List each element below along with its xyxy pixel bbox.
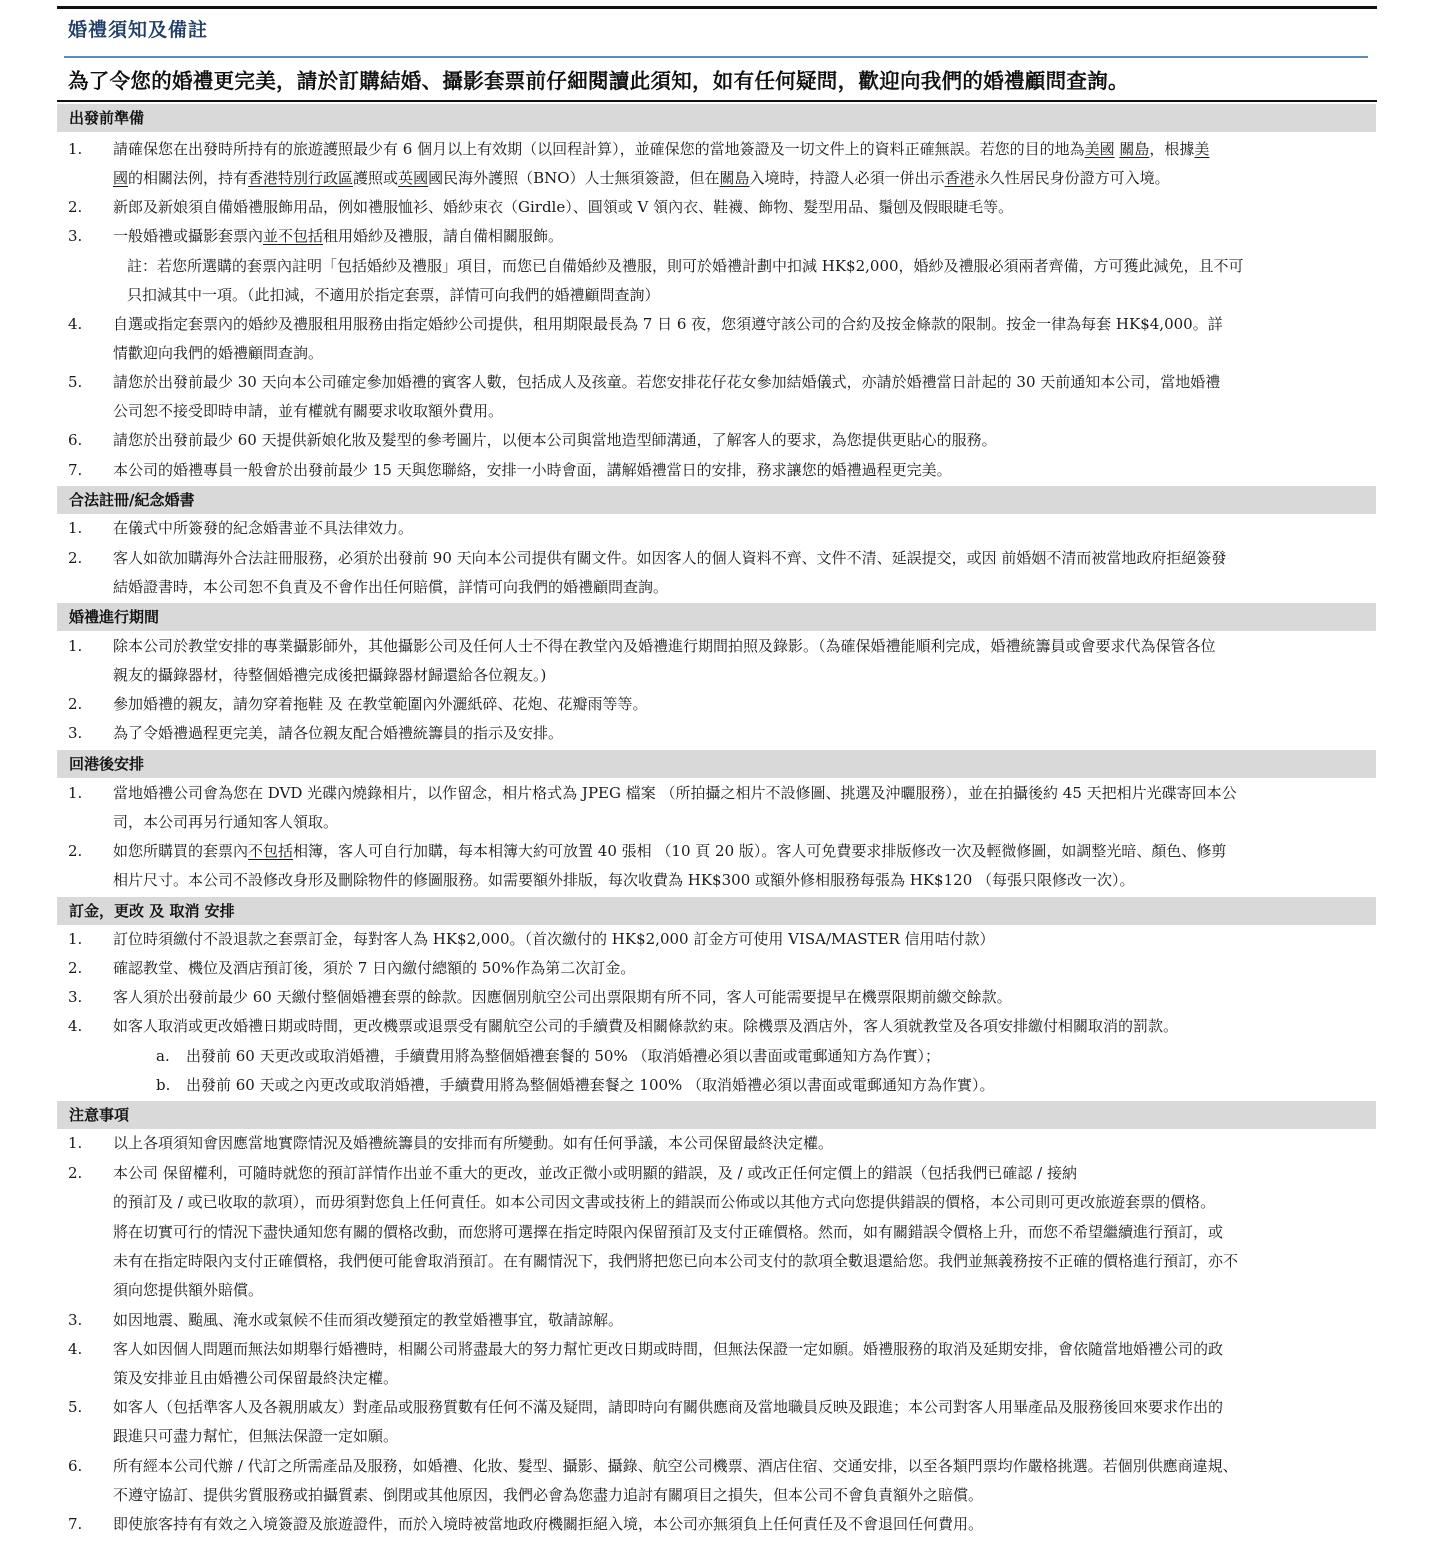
item-number: 7. [68, 1515, 83, 1533]
item-text: 當地婚禮公司會為您在 DVD 光碟內燒錄相片，以作留念，相片格式為 JPEG 檔案 （所拍攝之相片不設修圖、挑選及沖曬服務），並在拍攝後約 45 天把相片光碟寄回本公 司，本公司再另行通知客人領取。 [113, 784, 1237, 832]
item-number: 1. [68, 930, 83, 948]
item-number: 2. [68, 842, 83, 860]
item-number: 7. [68, 461, 83, 479]
item-number: 3. [68, 1311, 83, 1329]
page-title: 婚禮須知及備註 [68, 19, 209, 41]
item-text: 客人如欲加購海外合法註冊服務，必須於出發前 90 天向本公司提供有關文件。如因客人的個人資料不齊、文件不清、延誤提交，或因 前婚姻不清而被當地政府拒絕簽發 結婚證書時，本公司恕不負責及不會作出任何賠償，詳情可向我們的婚禮顧問查詢。 [113, 549, 1227, 597]
item-text: 客人如因個人問題而無法如期舉行婚禮時，相關公司將盡最大的努力幫忙更改日期或時間，但無法保證一定如願。婚禮服務的取消及延期安排，會依隨當地婚禮公司的政 策及安排並且由婚禮公司保留最終決定權。 [113, 1340, 1224, 1388]
item-text: 即使旅客持有有效之入境簽證及旅遊證件，而於入境時被當地政府機關拒絕入境，本公司亦無須負上任何責任及不會退回任何費用。 [113, 1515, 984, 1533]
item-text: 客人須於出發前最少 60 天繳付整個婚禮套票的餘款。因應個別航空公司出票限期有所不同，客人可能需要提早在機票限期前繳交餘款。 [113, 988, 1012, 1006]
item-text: 一般婚禮或攝影套票內並不包括租用婚紗及禮服，請自備相關服飾。 [113, 227, 564, 245]
item-text: 新郎及新娘須自備婚禮服飾用品，例如禮服恤衫、婚紗束衣（Girdle）、圓領或 V 領內衣、鞋襪、飾物、髮型用品、鬚刨及假眼睫毛等。 [113, 198, 1014, 216]
top-rule [57, 6, 1377, 9]
item-text: 確認教堂、機位及酒店預訂後，須於 7 日內繳付總額的 50%作為第二次訂金。 [113, 959, 636, 977]
item-text: 除本公司於教堂安排的專業攝影師外，其他攝影公司及任何人士不得在教堂內及婚禮進行期間拍照及錄影。（為確保婚禮能順利完成，婚禮統籌員或會要求代為保管各位 親友的攝錄器材，待整個婚禮完成後把攝錄器材歸還給各位親友。) [113, 637, 1216, 685]
item-text: 為了令婚禮過程更完美，請各位親友配合婚禮統籌員的指示及安排。 [113, 724, 564, 742]
item-text: 請您於出發前最少 60 天提供新娘化妝及髮型的參考圖片，以便本公司與當地造型師溝通，了解客人的要求，為您提供更貼心的服務。 [113, 431, 997, 449]
item-number: 3. [68, 724, 83, 742]
item-number: 2. [68, 1164, 83, 1182]
item-text: 自選或指定套票內的婚紗及禮服租用服務由指定婚紗公司提供，租用期限最長為 7 日 6 夜，您須遵守該公司的合約及按金條款的限制。按金一律為每套 HK$4,000。詳 情歡迎向我們的婚禮顧問查詢。 [113, 315, 1223, 363]
intro-statement: 為了令您的婚禮更完美，請於訂購結婚、攝影套票前仔細閱讀此須知，如有任何疑問，歡迎向我們的婚禮顧問查詢。 [68, 69, 1129, 93]
item-number: 6. [68, 431, 83, 449]
item-text: 請確保您在出發時所持有的旅遊護照最少有 6 個月以上有效期（以回程計算），並確保您的當地簽證及一切文件上的資料正確無誤。若您的目的地為美國 關島，根據美 國的相關法例，持有香港特別行政區護照或英國國民海外護照（BNO）人士無須簽證，但在關島入境時，持證人必須一併出示香港永久性居民身份證方可入境。 [113, 140, 1210, 188]
item-text: 本公司的婚禮專員一般會於出發前最少 15 天與您聯絡，安排一小時會面，講解婚禮當日的安排，務求讓您的婚禮過程更完美。 [113, 461, 952, 479]
item-number: 4. [68, 1017, 83, 1035]
section-heading-ceremony: 婚禮進行期間 [57, 603, 1376, 631]
item-text: 本公司 保留權利，可隨時就您的預訂詳情作出並不重大的更改，並改正微小或明顯的錯誤，及 / 或改正任何定價上的錯誤（包括我們已確認 / 接納 的預訂及 / 或已收取的款項），而毋須對您負上任何責任。如本公司因文書或技術上的錯誤而公佈或以其他方式向您提供錯誤的價格，本公司則可更改旅遊套票的價格。 將在切實可行的情況下盡快通知您有關的價格改動，而您將可選擇在指定時限內保留預訂及支付正確價格。然而，如有關錯誤令價格上升，而您不希望繼續進行預訂，或 未有在指定時限內支付正確價格，我們便可能會取消預訂。在有關情況下，我們將把您已向本公司支付的款項全數退還給您。我們並無義務按不正確的價格進行預訂，亦不 須向您提供額外賠償。 [113, 1164, 1239, 1300]
item-text: 如客人（包括準客人及各親朋戚友）對產品或服務質數有任何不滿及疑問，請即時向有關供應商及當地職員反映及跟進；本公司對客人用畢產品及服務後回來要求作出的 跟進只可盡力幫忙，但無法保證一定如願。 [113, 1398, 1224, 1446]
intro-divider [57, 100, 1377, 102]
item-text: 所有經本公司代辦 / 代訂之所需產品及服務，如婚禮、化妝、髮型、攝影、攝錄、航空公司機票、酒店住宿、交通安排，以至各類門票均作嚴格挑選。若個別供應商違規、 不遵守協訂、提供劣質服務或拍攝質素、倒閉或其他原因，我們必會為您盡力追討有關項目之損失，但本公司不會負責額外之賠償。 [113, 1457, 1238, 1505]
item-number: 3. [68, 988, 83, 1006]
item-text: 參加婚禮的親友，請勿穿着拖鞋 及 在教堂範圍內外灑紙碎、花炮、花瓣雨等等。 [113, 695, 648, 713]
item-number: 2. [68, 695, 83, 713]
section-heading-registration: 合法註冊/紀念婚書 [57, 486, 1376, 514]
sub-item-text: 出發前 60 天更改或取消婚禮，手續費用將為整個婚禮套餐的 50% （取消婚禮必須以書面或電郵通知方為作實）； [186, 1047, 941, 1065]
section-heading-notes: 注意事項 [57, 1101, 1376, 1129]
item-number: 5. [68, 373, 83, 391]
item-text: 如您所購買的套票內不包括相簿，客人可自行加購，每本相簿大約可放置 40 張相 （10 頁 20 版）。客人可免費要求排版修改一次及輕微修圖，如調整光暗、顏色、修剪 相片尺寸。本公司不設修改身形及刪除物件的修圖服務。如需要額外排版，每次收費為 HK$300 或額外修相服務每張為 HK$120 （每張只限修改一次）。 [113, 842, 1227, 890]
item-note: 註：若您所選購的套票內註明「包括婚紗及禮服」項目，而您已自備婚紗及禮服，則可於婚禮計劃中扣減 HK$2,000，婚紗及禮服必須兩者齊備，方可獲此減免，且不可 只扣減其中一項。（此扣減，不適用於指定套票，詳情可向我們的婚禮顧問查詢） [127, 257, 1244, 305]
item-number: 2. [68, 198, 83, 216]
item-number: 4. [68, 1340, 83, 1358]
item-number: 1. [68, 784, 83, 802]
item-text: 在儀式中所簽發的紀念婚書並不具法律效力。 [113, 519, 414, 537]
section-heading-deposit: 訂金，更改 及 取消 安排 [57, 897, 1376, 925]
item-number: 5. [68, 1398, 83, 1416]
title-divider [64, 56, 1368, 58]
item-number: 4. [68, 315, 83, 333]
item-text: 以上各項須知會因應當地實際情況及婚禮統籌員的安排而有所變動。如有任何爭議，本公司保留最終決定權。 [113, 1134, 834, 1152]
item-text: 請您於出發前最少 30 天向本公司確定參加婚禮的賓客人數，包括成人及孩童。若您安排花仔花女參加結婚儀式，亦請於婚禮當日計起的 30 天前通知本公司，當地婚禮 公司恕不接受即時申請，並有權就有關要求收取額外費用。 [113, 373, 1221, 421]
item-number: 1. [68, 1134, 83, 1152]
item-number: 6. [68, 1457, 83, 1475]
section-heading-departure: 出發前準備 [57, 104, 1376, 132]
item-text: 如因地震、颱風、淹水或氣候不佳而須改變預定的教堂婚禮事宜，敬請諒解。 [113, 1311, 624, 1329]
sub-item-letter: b. [156, 1076, 171, 1094]
item-text: 如客人取消或更改婚禮日期或時間，更改機票或退票受有關航空公司的手續費及相關條款約束。除機票及酒店外，客人須就教堂及各項安排繳付相關取消的罰款。 [113, 1017, 1179, 1035]
item-number: 1. [68, 519, 83, 537]
item-text: 訂位時須繳付不設退款之套票訂金，每對客人為 HK$2,000。（首次繳付的 HK$2,000 訂金方可使用 VISA/MASTER 信用咭付款） [113, 930, 995, 948]
section-heading-after-return: 回港後安排 [57, 750, 1376, 778]
sub-item-letter: a. [156, 1047, 170, 1065]
item-number: 3. [68, 227, 83, 245]
item-number: 2. [68, 549, 83, 567]
item-number: 2. [68, 959, 83, 977]
item-number: 1. [68, 637, 83, 655]
item-number: 1. [68, 140, 83, 158]
sub-item-text: 出發前 60 天或之內更改或取消婚禮，手續費用將為整個婚禮套餐之 100% （取消婚禮必須以書面或電郵通知方為作實）。 [186, 1076, 995, 1094]
